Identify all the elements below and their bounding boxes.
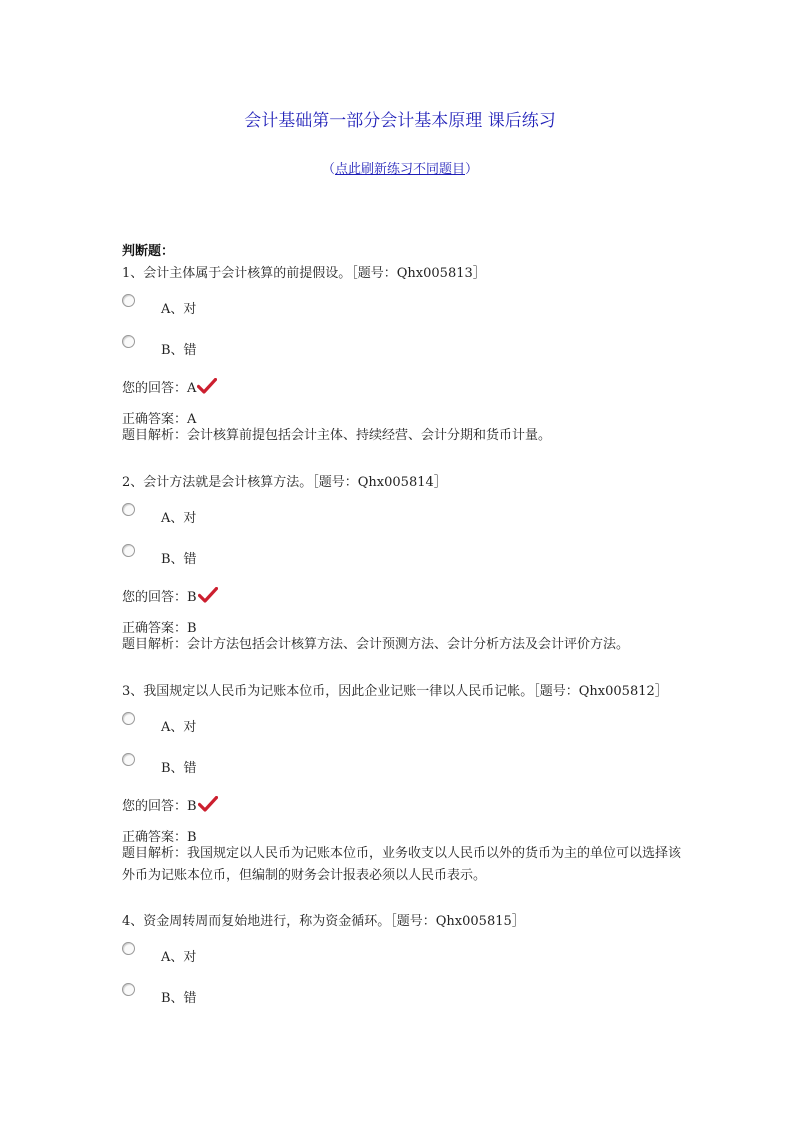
correct-answer-value: A: [187, 412, 197, 427]
checkmark-icon: [198, 587, 218, 603]
radio-button[interactable]: [122, 983, 135, 996]
explanation-label: 题目解析：: [122, 846, 188, 861]
refresh-close-paren: ）: [465, 162, 479, 177]
refresh-open-paren: （: [321, 162, 335, 177]
radio-button[interactable]: [122, 335, 135, 348]
your-answer-line: [122, 586, 218, 605]
radio-button[interactable]: [122, 503, 135, 516]
explanation: [122, 425, 682, 447]
question-stem: 2、会计方法就是会计核算方法。［题号：Qhx005814］: [122, 475, 447, 490]
refresh-link[interactable]: 点此刷新练习不同题目: [334, 162, 465, 177]
your-answer-line: [122, 795, 218, 814]
page-title: 会计基础第一部分会计基本原理 课后练习: [244, 111, 556, 131]
your-answer-value: B: [187, 590, 197, 605]
radio-button[interactable]: [122, 942, 135, 955]
question-stem: 4、资金周转周而复始地进行，称为资金循环。［题号：Qhx005815］: [122, 914, 525, 929]
option-label: A、对: [161, 720, 197, 735]
correct-answer-label: 正确答案：: [122, 830, 188, 845]
your-answer-line: [122, 377, 217, 396]
explanation: [122, 634, 682, 656]
explanation: [122, 843, 682, 887]
question-stem: 1、会计主体属于会计核算的前提假设。［题号：Qhx005813］: [122, 266, 486, 281]
checkmark-icon: [198, 796, 218, 812]
option-label: B、错: [161, 552, 197, 567]
option-label: B、错: [161, 343, 197, 358]
explanation-label: 题目解析：: [122, 428, 188, 443]
explanation-label: 题目解析：: [122, 637, 188, 652]
your-answer-label: 您的回答：: [122, 799, 188, 814]
your-answer-label: 您的回答：: [122, 590, 188, 605]
your-answer-label: 您的回答：: [122, 381, 188, 396]
correct-answer-label: 正确答案：: [122, 412, 188, 427]
your-answer-value: B: [187, 799, 197, 814]
option-label: A、对: [161, 950, 197, 965]
your-answer-value: A: [187, 381, 197, 396]
correct-answer-label: 正确答案：: [122, 621, 188, 636]
option-label: A、对: [161, 302, 197, 317]
option-label: B、错: [161, 991, 197, 1006]
section-label: 判断题：: [122, 244, 175, 259]
checkmark-icon: [197, 378, 217, 394]
option-label: B、错: [161, 761, 197, 776]
refresh-line: [0, 158, 800, 177]
radio-button[interactable]: [122, 544, 135, 557]
question-stem: 3、我国规定以人民币为记账本位币，因此企业记账一律以人民币记帐。［题号：Qhx005812］: [122, 684, 668, 699]
correct-answer-value: B: [187, 621, 197, 636]
correct-answer-value: B: [187, 830, 197, 845]
explanation-text: 我国规定以人民币为记账本位币，业务收支以人民币以外的货币为主的单位可以选择该外币为记账本位币，但编制的财务会计报表必须以人民币表示。: [122, 846, 682, 883]
option-label: A、对: [161, 511, 197, 526]
radio-button[interactable]: [122, 294, 135, 307]
radio-button[interactable]: [122, 712, 135, 725]
explanation-text: 会计核算前提包括会计主体、持续经营、会计分期和货币计量。: [187, 428, 552, 443]
explanation-text: 会计方法包括会计核算方法、会计预测方法、会计分析方法及会计评价方法。: [187, 637, 630, 652]
radio-button[interactable]: [122, 753, 135, 766]
